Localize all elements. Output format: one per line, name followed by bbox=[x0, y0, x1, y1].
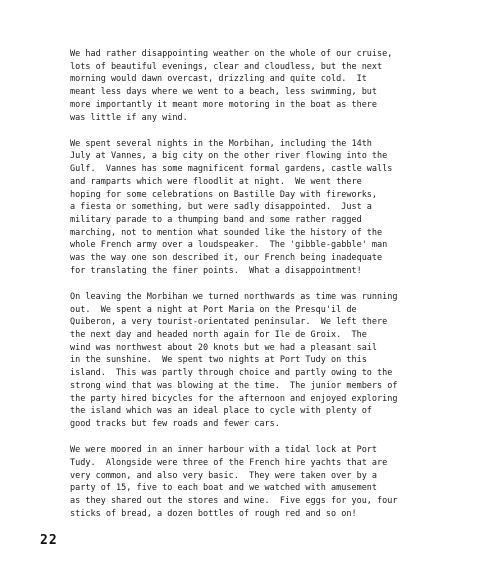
paragraph-groix bbox=[70, 291, 460, 431]
text-line: morning would dawn overcast, drizzling and quite cold. It bbox=[70, 74, 367, 85]
text-line: was little if any wind. bbox=[70, 112, 188, 123]
text-line: in the sunshine. We spent two nights at Port Tudy on this bbox=[70, 355, 367, 366]
text-line: was the way one son described it, our French being inadequate bbox=[70, 253, 383, 264]
page-number: 22 bbox=[40, 533, 58, 548]
text-line: We were moored in an inner harbour with a tidal lock at Port bbox=[70, 445, 378, 456]
text-line: out. We spent a night at Port Maria on the Presqu'il de bbox=[70, 304, 357, 315]
text-line: for translating the finer points. What a disappointment! bbox=[70, 265, 362, 276]
text-line: July at Vannes, a big city on the other river flowing into the bbox=[70, 151, 388, 162]
text-line: the next day and headed north again for Ile de Groix. The bbox=[70, 330, 367, 341]
text-line: Gulf. Vannes has some magnificent formal gardens, castle walls bbox=[70, 164, 393, 175]
text-line: wind was northwest about 20 knots but we had a pleasant sail bbox=[70, 342, 378, 353]
text-line: marching, not to mention what sounded like the history of the bbox=[70, 227, 383, 238]
text-line: good tracks but few roads and fewer cars. bbox=[70, 418, 280, 429]
text-line: On leaving the Morbihan we turned northwards as time was running bbox=[70, 291, 398, 302]
paragraph-weather bbox=[70, 48, 460, 124]
text-line: the party hired bicycles for the afternoon and enjoyed exploring bbox=[70, 393, 398, 404]
text-line: the island which was an ideal place to cycle with plenty of bbox=[70, 406, 372, 417]
text-line: island. This was partly through choice and partly owing to the bbox=[70, 368, 393, 379]
paragraph-port-tudy bbox=[70, 444, 460, 520]
text-line: Quiberon, a very tourist-orientated peninsular. We left there bbox=[70, 317, 388, 328]
text-line: more importantly it meant more motoring in the boat as there bbox=[70, 99, 378, 110]
text-line: meant less days where we went to a beach, less swimming, but bbox=[70, 87, 378, 98]
text-line: We spent several nights in the Morbihan, including the 14th bbox=[70, 138, 372, 149]
text-line: a fiesta or something, but were sadly disappointed. Just a bbox=[70, 202, 372, 213]
paragraph-morbihan bbox=[70, 138, 460, 278]
text-line: We had rather disappointing weather on the whole of our cruise, bbox=[70, 49, 393, 59]
text-line: whole French army over a loudspeaker. The 'gibble-gabble' man bbox=[70, 240, 388, 251]
text-line: as they shared out the stores and wine. Five eggs for you, four bbox=[70, 496, 398, 506]
text-line: Tudy. Alongside were three of the French hire yachts that are bbox=[70, 457, 388, 468]
text-line: and ramparts which were floodlit at night. We went there bbox=[70, 176, 362, 187]
body-text bbox=[70, 48, 460, 534]
text-line: strong wind that was blowing at the time. The junior members of bbox=[70, 380, 398, 391]
text-line: very common, and also very basic. They were taken over by a bbox=[70, 470, 378, 481]
text-line: hoping for some celebrations on Bastille Day with fireworks, bbox=[70, 189, 378, 200]
text-line: military parade to a thumping band and some rather ragged bbox=[70, 214, 362, 225]
text-line: lots of beautiful evenings, clear and cloudless, but the next bbox=[70, 61, 383, 72]
text-line: sticks of bread, a dozen bottles of rough red and so on! bbox=[70, 508, 357, 519]
text-line: party of 15, five to each boat and we watched with amusement bbox=[70, 483, 378, 494]
